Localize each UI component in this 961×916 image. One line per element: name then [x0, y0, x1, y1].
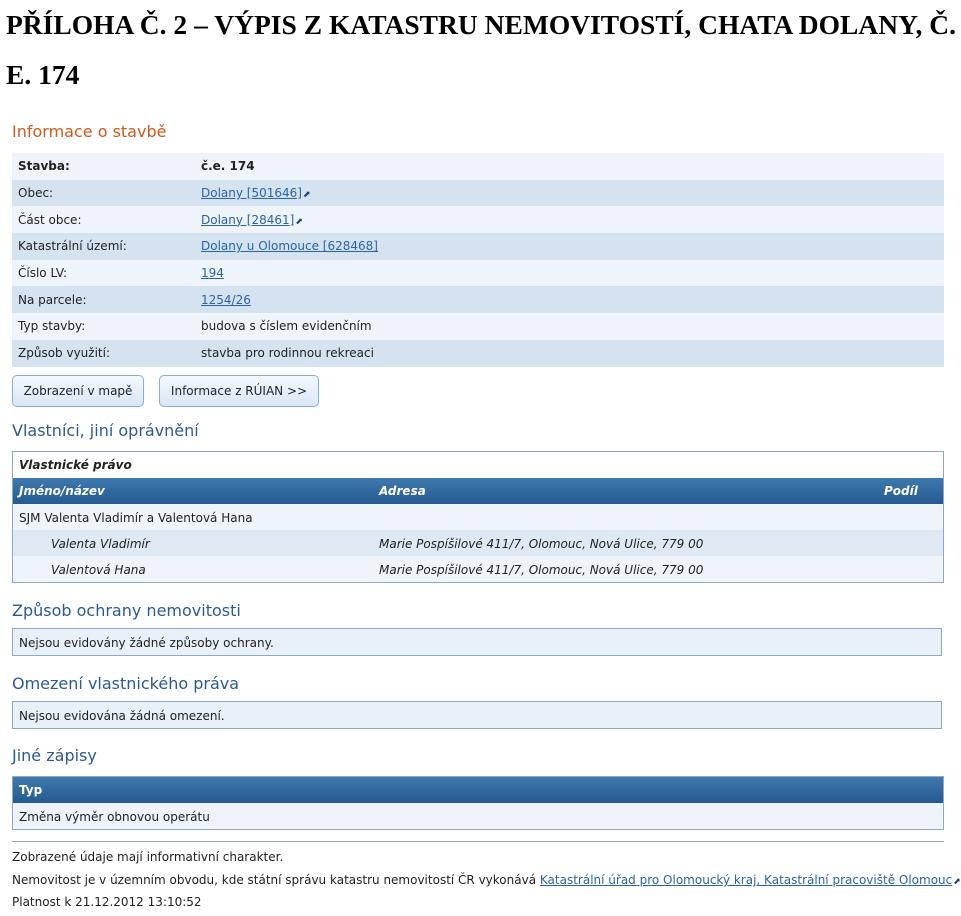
info-value: stavba pro rodinnou rekreaci: [201, 346, 374, 361]
other-records-header: [13, 777, 943, 803]
footer-office-line: [12, 873, 961, 887]
info-row: [12, 233, 944, 260]
ruian-info-button[interactable]: Informace z RÚIAN >>: [159, 375, 319, 407]
info-value: č.e. 174: [201, 159, 255, 174]
owner-name: Valentová Hana: [51, 563, 146, 577]
info-value: budova s číslem evidenčním: [201, 319, 372, 334]
section-title-owners: Vlastníci, jiní oprávnění: [12, 421, 199, 440]
info-value-link[interactable]: Dolany u Olomouce [628468]: [201, 239, 378, 254]
info-row: [12, 286, 944, 313]
column-header-share: Podíl: [884, 484, 918, 498]
footer-office-prefix: Nemovitost je v územním obvodu, kde státní správu katastru nemovitostí ČR vykonává: [12, 873, 537, 887]
info-value-cell: [195, 313, 944, 340]
info-row: [12, 206, 944, 233]
section-title-protection: Způsob ochrany nemovitosti: [12, 601, 241, 620]
table-row: [13, 556, 943, 582]
info-label: Typ stavby:: [12, 313, 195, 340]
info-value-cell: [195, 233, 944, 260]
info-value-link[interactable]: 1254/26: [201, 292, 251, 307]
info-value-link[interactable]: 194: [201, 266, 224, 281]
table-row: [13, 530, 943, 556]
column-header-address: Adresa: [379, 484, 426, 498]
owners-table-header: [13, 478, 943, 504]
external-link-icon: ⬈: [953, 877, 961, 887]
table-row: [13, 803, 943, 829]
show-in-map-button[interactable]: Zobrazení v mapě: [12, 375, 144, 407]
other-records-panel: [12, 776, 944, 830]
cadastral-office-link[interactable]: Katastrální úřad pro Olomoucký kraj, Katastrální pracoviště Olomouc: [539, 873, 953, 887]
section-title-restrictions: Omezení vlastnického práva: [12, 674, 240, 693]
info-label: Způsob využití:: [12, 340, 195, 367]
footer-validity: Platnost k 21.12.2012 13:10:52: [12, 895, 202, 909]
owner-name: Valenta Vladimír: [51, 537, 150, 551]
ownership-panel-title: Vlastnické právo: [19, 458, 132, 472]
footer-disclaimer: Zobrazené údaje mají informativní charakter.: [12, 850, 284, 864]
info-value-link[interactable]: Dolany [501646]: [201, 186, 302, 201]
owner-address: Marie Pospíšilové 411/7, Olomouc, Nová Ulice, 779 00: [379, 537, 704, 551]
info-value-cell: [195, 340, 944, 367]
info-value-cell: [195, 206, 944, 233]
info-row: [12, 180, 944, 207]
info-row: [12, 313, 944, 340]
document-title: PŘÍLOHA Č. 2 – VÝPIS Z KATASTRU NEMOVITOSTÍ, CHATA DOLANY, Č. E. 174: [6, 9, 956, 90]
external-link-icon: ⬈: [295, 216, 303, 227]
column-header-type: Typ: [19, 783, 43, 797]
other-record-type: Změna výměr obnovou operátu: [19, 810, 210, 824]
info-value-link[interactable]: Dolany [28461]: [201, 212, 295, 227]
table-row: [13, 504, 943, 530]
info-value-cell: [195, 286, 944, 313]
info-label: Na parcele:: [12, 286, 195, 313]
column-header-name: Jméno/název: [19, 484, 105, 498]
owner-group-name: SJM Valenta Vladimír a Valentová Hana: [19, 511, 253, 525]
restrictions-text: Nejsou evidována žádná omezení.: [12, 701, 942, 729]
ownership-panel: [12, 451, 944, 583]
info-row: [12, 340, 944, 367]
info-label: Stavba:: [12, 153, 195, 180]
building-info-table: [12, 153, 944, 367]
section-title-building-info: Informace o stavbě: [12, 122, 167, 141]
info-row: [12, 260, 944, 287]
owner-address: Marie Pospíšilové 411/7, Olomouc, Nová Ulice, 779 00: [379, 563, 704, 577]
external-link-icon: ⬈: [302, 190, 311, 201]
info-label: Obec:: [12, 180, 195, 207]
info-label: Katastrální území:: [12, 233, 195, 260]
info-value-cell: [195, 180, 944, 207]
info-value-cell: [195, 153, 944, 180]
section-title-other-records: Jiné zápisy: [12, 746, 97, 765]
info-label: Číslo LV:: [12, 260, 195, 287]
footer-divider: [12, 841, 944, 842]
protection-text: Nejsou evidovány žádné způsoby ochrany.: [12, 628, 942, 656]
info-value-cell: [195, 260, 944, 287]
info-row: [12, 153, 944, 180]
info-label: Část obce:: [12, 206, 195, 233]
